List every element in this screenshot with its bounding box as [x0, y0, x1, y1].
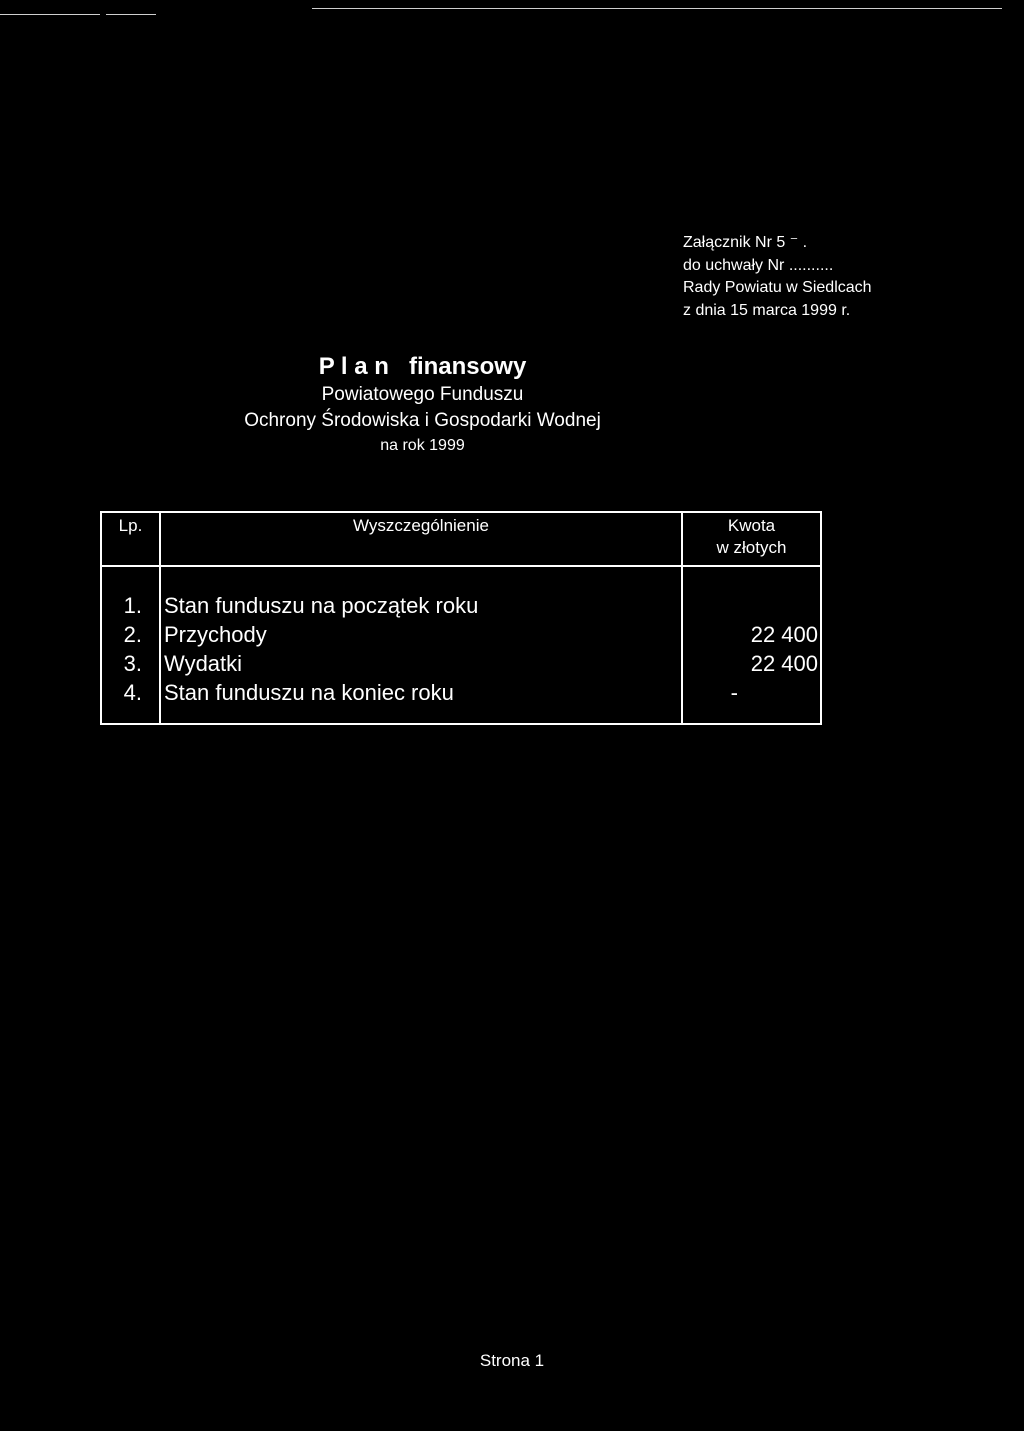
row-description: Stan funduszu na koniec roku [164, 680, 454, 705]
resolution-date: z dnia 15 marca 1999 r. [683, 301, 851, 319]
financial-plan-table [100, 511, 822, 725]
header-amount-line1: Kwota [727, 516, 776, 535]
annex-number: Załącznik Nr 5 ⁻ . [683, 234, 808, 251]
table-row [102, 591, 820, 620]
row-description: Stan funduszu na początek roku [164, 593, 479, 618]
scan-artifact-line [312, 8, 1002, 9]
resolution-number: do uchwały Nr .......... [683, 256, 834, 274]
header-divider [102, 565, 820, 567]
document-title [160, 352, 685, 458]
row-number: 2. [123, 622, 142, 647]
row-number: 4. [123, 680, 142, 705]
council-name: Rady Powiatu w Siedlcach [683, 279, 872, 296]
header-amount [683, 515, 820, 559]
header-lp: Lp. [118, 516, 143, 535]
scan-artifact-line [0, 14, 100, 15]
header-description: Wyszczególnienie [353, 516, 489, 535]
row-number: 3. [123, 651, 142, 676]
page-title: P l a n finansowy [318, 353, 527, 380]
row-amount: 22 400 [750, 622, 818, 647]
fund-name-line1: Powiatowego Funduszu [321, 384, 524, 405]
row-description: Przychody [164, 622, 267, 647]
scan-artifact-line [106, 14, 156, 15]
table-row [102, 678, 820, 707]
header-amount-line2: w złotych [716, 538, 787, 557]
row-number: 1. [123, 593, 142, 618]
fund-name-line2: Ochrony Środowiska i Gospodarki Wodnej [244, 410, 601, 431]
row-amount: - [730, 680, 738, 705]
page-number: Strona 1 [479, 1351, 545, 1370]
table-row [102, 620, 820, 649]
row-amount: 22 400 [750, 651, 818, 676]
plan-year: na rok 1999 [380, 437, 465, 454]
row-description: Wydatki [164, 651, 243, 676]
annex-reference [683, 232, 872, 322]
table-row [102, 649, 820, 678]
